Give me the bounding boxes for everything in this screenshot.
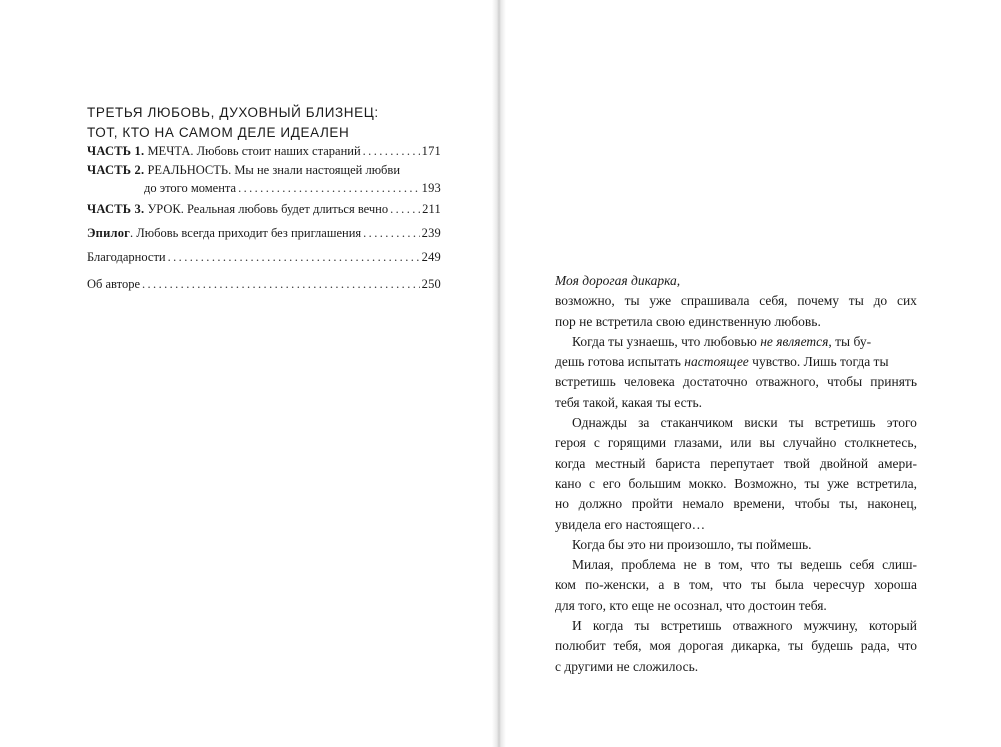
word: кано bbox=[555, 475, 582, 491]
word: ты, bbox=[839, 496, 858, 512]
word: вы bbox=[759, 435, 775, 451]
toc-entry-lead: Эпилог bbox=[87, 226, 131, 240]
word: его bbox=[602, 475, 621, 491]
word: принять bbox=[870, 374, 917, 390]
word: пройти bbox=[631, 496, 673, 512]
word: должно bbox=[578, 496, 623, 512]
toc-entry[interactable]: Эпилог . Любовь всегда приходит без приглашения ..... 239 bbox=[87, 224, 441, 242]
word: до bbox=[873, 293, 888, 309]
text-line: тебя такой, какая ты есть. bbox=[555, 394, 703, 410]
text-line bbox=[555, 494, 917, 514]
emphasis: настоящее bbox=[684, 354, 749, 370]
word: местный bbox=[595, 455, 646, 471]
word: горящими bbox=[607, 435, 667, 451]
toc-entry-title: до этого момента bbox=[144, 181, 237, 195]
word: себя, bbox=[759, 293, 788, 309]
toc-entry-title: РЕАЛЬНОСТЬ. Мы не знали настоящей любви bbox=[147, 163, 401, 177]
letter-body bbox=[555, 271, 917, 677]
toc-entry-lead: ЧАСТЬ 2. bbox=[87, 163, 145, 177]
text-line bbox=[555, 575, 917, 595]
word: И bbox=[572, 618, 582, 634]
word: ты bbox=[804, 475, 820, 491]
text-line bbox=[555, 636, 917, 656]
word: человека bbox=[623, 374, 675, 390]
text-line bbox=[555, 271, 917, 291]
word: стаканчиком bbox=[660, 415, 734, 431]
word: наконец, bbox=[867, 496, 917, 512]
toc-entry-page: 239 bbox=[421, 226, 441, 240]
word: сих bbox=[896, 293, 917, 309]
word: отважного, bbox=[755, 374, 819, 390]
toc-entry[interactable] bbox=[87, 200, 441, 218]
word: чтобы bbox=[794, 496, 830, 512]
word: проблема bbox=[621, 557, 676, 573]
word: мужчину, bbox=[803, 618, 858, 634]
word: когда bbox=[592, 618, 624, 634]
word: а bbox=[658, 577, 665, 593]
toc-leader-dots bbox=[238, 179, 420, 197]
toc-entry-page: 211 bbox=[422, 202, 441, 216]
text-line bbox=[555, 372, 917, 392]
word: перепутает bbox=[710, 455, 774, 471]
word: Милая, bbox=[572, 557, 614, 573]
word: немало bbox=[682, 496, 724, 512]
word: спрашивала bbox=[680, 293, 750, 309]
word: большим bbox=[628, 475, 681, 491]
toc-entry-page: 171 bbox=[421, 144, 441, 158]
word: себя bbox=[849, 557, 875, 573]
word: ты bbox=[788, 638, 804, 654]
word: ты bbox=[777, 557, 793, 573]
text-line: дешь готова испытать настоящее чувство. Лишь тогда ты bbox=[555, 352, 917, 372]
toc-leader-dots bbox=[168, 248, 420, 266]
word: бариста bbox=[655, 455, 701, 471]
word: времени, bbox=[733, 496, 785, 512]
toc-entry[interactable] bbox=[87, 275, 441, 293]
word: столкнетесь, bbox=[844, 435, 917, 451]
word: рада, bbox=[860, 638, 890, 654]
word: хороша bbox=[874, 577, 917, 593]
word: с bbox=[589, 475, 596, 491]
word: уже bbox=[649, 293, 672, 309]
toc-entry-title: Благодарности bbox=[87, 250, 166, 264]
word: тебя, bbox=[613, 638, 642, 654]
word: глазами, bbox=[674, 435, 723, 451]
text-line bbox=[555, 616, 917, 636]
word: в bbox=[673, 577, 680, 593]
word: ты bbox=[634, 618, 650, 634]
word: или bbox=[730, 435, 752, 451]
book-gutter bbox=[492, 0, 506, 747]
word: моя bbox=[649, 638, 671, 654]
toc-heading bbox=[87, 103, 427, 143]
toc-entry-title: УРОК. Реальная любовь будет длиться вечно bbox=[147, 202, 389, 216]
word: амери- bbox=[877, 455, 917, 471]
toc-leader-dots bbox=[390, 200, 420, 218]
word: что bbox=[750, 557, 770, 573]
text-line bbox=[555, 474, 917, 494]
word: встретишь bbox=[814, 415, 876, 431]
word: когда bbox=[555, 455, 586, 471]
word: дорогая bbox=[678, 638, 724, 654]
word: который bbox=[868, 618, 917, 634]
word: чересчур bbox=[812, 577, 865, 593]
word: возможно, bbox=[555, 293, 615, 309]
word: мокко. bbox=[688, 475, 727, 491]
toc-entry-page: 193 bbox=[421, 181, 441, 195]
text-line bbox=[555, 433, 917, 453]
word: что bbox=[897, 638, 917, 654]
word: почему bbox=[797, 293, 840, 309]
word: виски bbox=[744, 415, 778, 431]
word: была bbox=[775, 577, 804, 593]
word: дикарка, bbox=[731, 638, 781, 654]
toc-entry-page: 250 bbox=[421, 277, 441, 291]
text-line: с другими не сложилось. bbox=[555, 658, 699, 674]
text-line: Когда бы это ни произошло, ты поймешь. bbox=[572, 536, 812, 552]
word: встретишь bbox=[555, 374, 616, 390]
toc-leader-dots bbox=[142, 275, 420, 293]
word: ведешь bbox=[800, 557, 842, 573]
toc-heading-line: ТРЕТЬЯ ЛЮБОВЬ, ДУХОВНЫЙ БЛИЗНЕЦ: bbox=[87, 105, 379, 120]
word: будешь bbox=[811, 638, 853, 654]
word: достаточно bbox=[682, 374, 748, 390]
salutation: Моя дорогая дикарка, bbox=[555, 273, 681, 288]
text-line: пор не встретила свою единственную любовь. bbox=[555, 313, 821, 329]
word: ты bbox=[750, 577, 766, 593]
word: ты bbox=[624, 293, 640, 309]
word: этого bbox=[886, 415, 917, 431]
toc-entry-title: МЕЧТА. Любовь стоит наших стараний bbox=[147, 144, 361, 158]
toc-entry[interactable] bbox=[87, 248, 441, 266]
word: том, bbox=[718, 557, 743, 573]
text-line: для того, кто еще не осознал, что достоин тебя. bbox=[555, 597, 827, 613]
word: чтобы bbox=[826, 374, 863, 390]
word: героя bbox=[555, 435, 586, 451]
word: полюбит bbox=[555, 638, 606, 654]
toc-entry-lead: ЧАСТЬ 1. bbox=[87, 144, 145, 158]
word: ком bbox=[555, 577, 576, 593]
toc-entry-title: Об авторе bbox=[87, 277, 140, 291]
word: Возможно, bbox=[734, 475, 797, 491]
word: с bbox=[593, 435, 600, 451]
text-line: Когда ты узнаешь, что любовью не является , ты бу- bbox=[555, 332, 917, 352]
toc-leader-dots bbox=[363, 224, 419, 242]
toc-entry-lead: ЧАСТЬ 3. bbox=[87, 202, 145, 216]
word: встретишь bbox=[660, 618, 722, 634]
word: том, bbox=[689, 577, 714, 593]
word: слиш- bbox=[882, 557, 917, 573]
word: отважного bbox=[732, 618, 793, 634]
word: за bbox=[638, 415, 650, 431]
word: ты bbox=[788, 415, 804, 431]
text-line bbox=[555, 454, 917, 474]
toc-entry[interactable] bbox=[87, 142, 441, 160]
toc-entry-page: 249 bbox=[421, 250, 441, 264]
word: уже bbox=[827, 475, 849, 491]
word: не bbox=[683, 557, 697, 573]
text-line: увидела его настоящего… bbox=[555, 516, 706, 532]
word: твой bbox=[783, 455, 810, 471]
toc-entry[interactable] bbox=[87, 161, 441, 179]
word: двойной bbox=[819, 455, 869, 471]
word: но bbox=[555, 496, 569, 512]
text-line bbox=[555, 413, 917, 433]
emphasis: не является bbox=[760, 333, 829, 349]
word: случайно bbox=[782, 435, 837, 451]
toc-leader-dots bbox=[363, 142, 420, 160]
toc-entry-title: Любовь всегда приходит без приглашения bbox=[136, 226, 362, 240]
word: по-женски, bbox=[585, 577, 650, 593]
word: в bbox=[704, 557, 711, 573]
toc-heading-line: ТОТ, КТО НА САМОМ ДЕЛЕ ИДЕАЛЕН bbox=[87, 125, 350, 140]
toc-entry-continuation[interactable] bbox=[87, 179, 441, 197]
word: Однажды bbox=[572, 415, 627, 431]
word: ты bbox=[848, 293, 864, 309]
text-line bbox=[555, 555, 917, 575]
word: встретила, bbox=[856, 475, 917, 491]
text-line bbox=[555, 291, 917, 311]
word: что bbox=[722, 577, 742, 593]
